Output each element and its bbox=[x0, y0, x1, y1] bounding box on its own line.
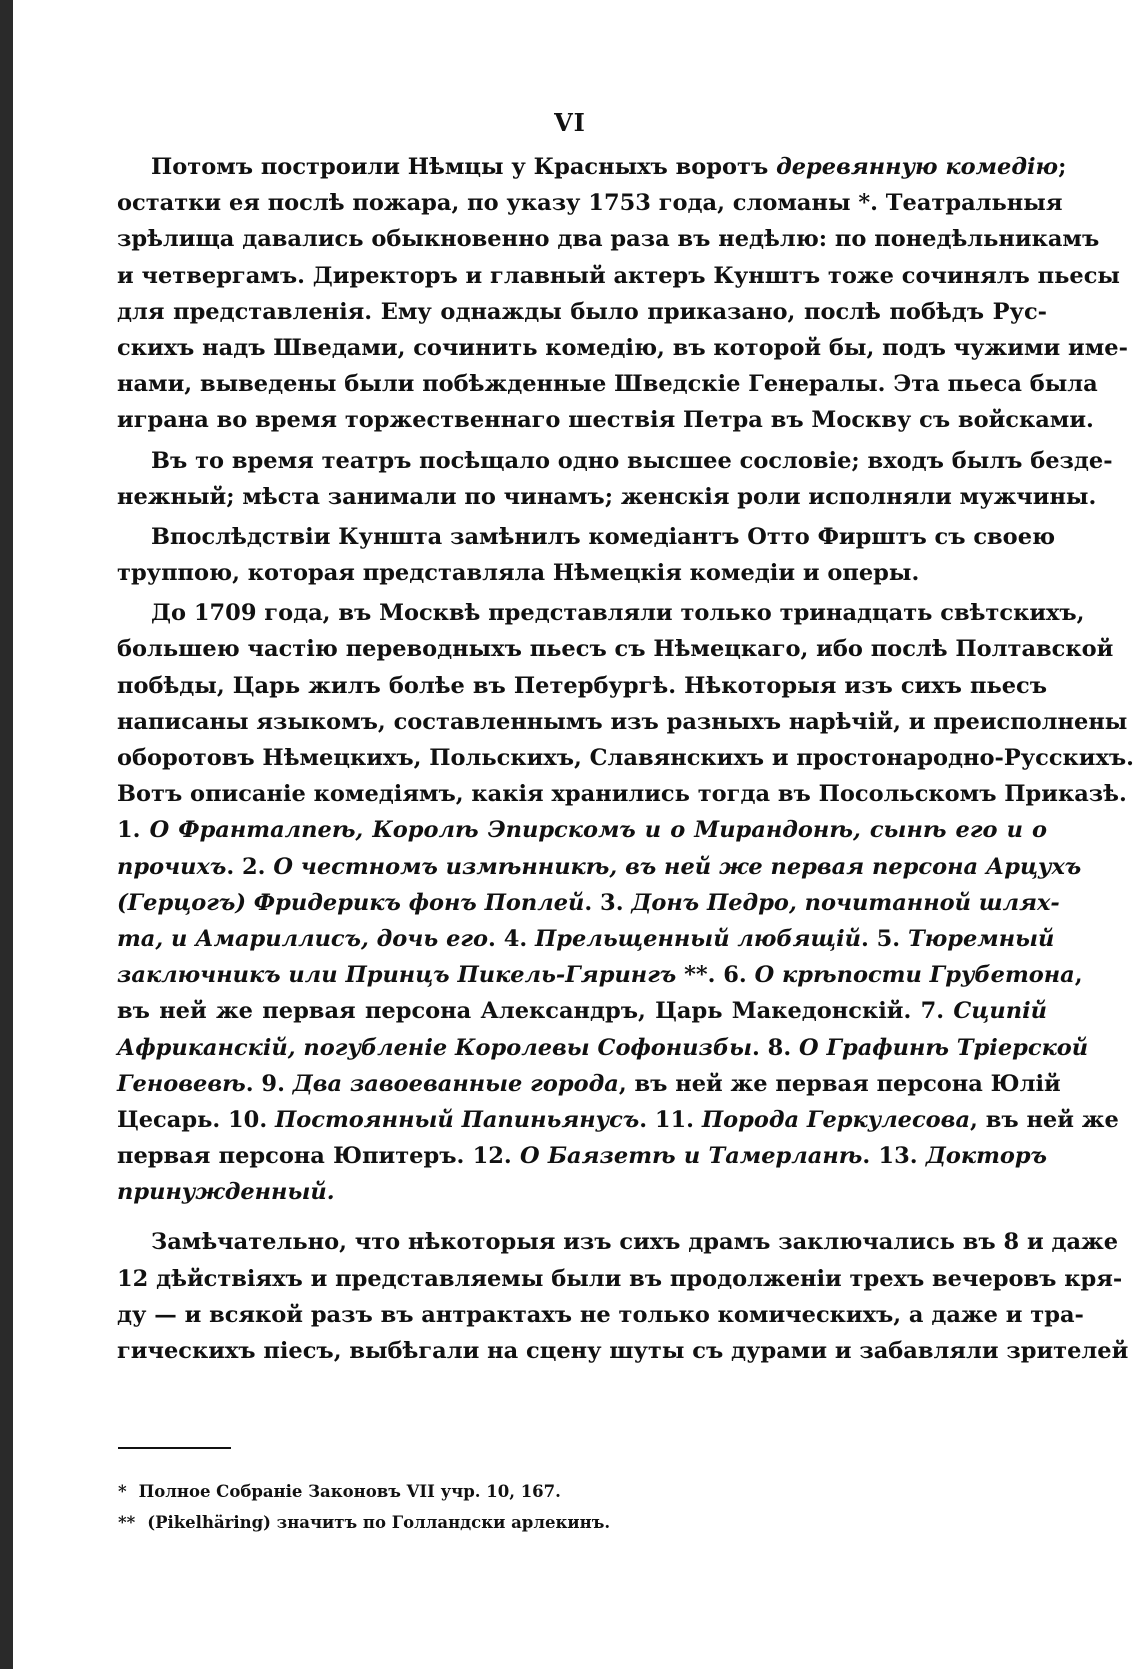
text-line bbox=[117, 1066, 1061, 1102]
footnotes bbox=[118, 1476, 1018, 1538]
body-text bbox=[117, 149, 1135, 1369]
text-span: ; bbox=[1058, 154, 1067, 180]
text-span: Цесарь. 10. bbox=[117, 1106, 275, 1133]
text-span: первая персона Юпитеръ. 12. bbox=[117, 1143, 520, 1170]
text-span: труппою, которая представляла Нѣмецкія комедіи и оперы. bbox=[117, 560, 920, 587]
italic-title-span: Два завоеванные города bbox=[292, 1070, 619, 1097]
text-span: большею частію переводныхъ пьесъ съ Нѣмецкаго, ибо послѣ Полтавской bbox=[117, 636, 1114, 663]
text-line bbox=[117, 1224, 1119, 1260]
italic-title-span: Постоянный Папиньянусъ bbox=[274, 1106, 640, 1133]
text-line bbox=[117, 443, 1113, 479]
text-span: , въ ней же bbox=[970, 1106, 1119, 1133]
text-line bbox=[117, 957, 1083, 993]
text-span: 1. bbox=[117, 817, 150, 844]
text-line bbox=[117, 595, 1085, 631]
text-line bbox=[117, 402, 1094, 438]
text-line bbox=[117, 519, 1056, 555]
text-span: скихъ надъ Шведами, сочинить комедію, въ которой бы, подъ чужими име- bbox=[117, 334, 1128, 361]
footnote bbox=[118, 1476, 1018, 1507]
italic-title-span: О Графинѣ Тріерской bbox=[799, 1034, 1089, 1061]
italic-title-span: О Баязетѣ и Тамерланѣ bbox=[519, 1143, 863, 1170]
page-number: VI bbox=[554, 108, 586, 137]
text-span: для представленія. Ему однажды было приказано, послѣ побѣдъ Рус- bbox=[117, 298, 1047, 325]
italic-title-span: Докторъ bbox=[925, 1143, 1047, 1170]
text-span: гическихъ піесъ, выбѣгали на сцену шуты съ дурами и забавляли зрителей bbox=[117, 1338, 1129, 1364]
footnote bbox=[118, 1507, 1018, 1538]
italic-title-span: Африканскій, погубленіе Королевы Софонизбы bbox=[117, 1034, 753, 1061]
text-span: нами, выведены были побѣжденные Шведскіе Генералы. Эта пьеса была bbox=[117, 371, 1098, 398]
italic-title-span: прочихъ bbox=[117, 853, 227, 880]
italic-title-span: О Франталпеѣ, Королѣ Эпирскомъ и о Мирандонѣ, сынѣ его и о bbox=[149, 817, 1048, 844]
italic-title-span: Геновевѣ bbox=[117, 1070, 246, 1097]
text-line bbox=[117, 185, 1063, 221]
text-span: въ ней же первая персона Александръ, Царь Македонскій. 7. bbox=[117, 998, 954, 1025]
text-line bbox=[117, 812, 1047, 848]
text-span: . 8. bbox=[752, 1034, 800, 1061]
italic-title-span: деревянную комедію bbox=[776, 154, 1059, 180]
scan-page-edge bbox=[0, 0, 13, 1669]
text-span: побѣды, Царь жилъ болѣе въ Петербургѣ. Нѣкоторыя изъ сихъ пьесъ bbox=[117, 672, 1047, 699]
text-span: . 11. bbox=[639, 1106, 702, 1133]
text-span: До 1709 года, въ Москвѣ представляли только тринадцать свѣтскихъ, bbox=[151, 600, 1085, 627]
text-line bbox=[117, 1030, 1089, 1066]
text-span: зрѣлища давались обыкновенно два раза въ недѣлю: по понедѣльникамъ bbox=[117, 226, 1100, 253]
text-line bbox=[117, 149, 1067, 185]
italic-title-span: принужденный. bbox=[117, 1179, 335, 1206]
text-span: . 13. bbox=[862, 1143, 926, 1170]
text-span: остатки ея послѣ пожара, по указу 1753 года, сломаны *. Театральныя bbox=[117, 190, 1063, 217]
text-line bbox=[117, 776, 1127, 812]
text-span: . 3. bbox=[584, 889, 632, 916]
text-span: Замѣчательно, что нѣкоторыя изъ сихъ драмъ заключались въ 8 и даже bbox=[151, 1229, 1119, 1256]
text-line bbox=[117, 366, 1098, 402]
text-line bbox=[117, 1138, 1047, 1174]
italic-title-span: заключникъ или Принцъ Пикель-Гярингъ bbox=[117, 962, 677, 989]
italic-title-span: (Герцогъ) Фридерикъ фонъ Поплей bbox=[117, 889, 585, 916]
text-line bbox=[117, 1333, 1129, 1369]
text-span: Вотъ описаніе комедіямъ, какія хранились тогда въ Посольскомъ Приказѣ. bbox=[117, 781, 1127, 808]
text-line bbox=[117, 330, 1128, 366]
text-span: и четвергамъ. Директоръ и главный актеръ Кунштъ тоже сочинялъ пьесы bbox=[117, 262, 1120, 289]
italic-title-span: Прельщенный любящій bbox=[535, 925, 861, 952]
text-line bbox=[117, 885, 1060, 921]
italic-title-span: Порода Геркулесова bbox=[701, 1106, 971, 1133]
text-span: оборотовъ Нѣмецкихъ, Польскихъ, Славянскихъ и простонародно-Русскихъ. bbox=[117, 745, 1135, 771]
italic-title-span: О честномъ измѣнникѣ, въ ней же первая персона Арцухъ bbox=[273, 853, 1082, 880]
italic-title-span: Донъ Педро, почитанной шлях- bbox=[631, 889, 1060, 916]
text-line bbox=[117, 294, 1047, 330]
text-line bbox=[117, 993, 1047, 1029]
text-span: , въ ней же первая персона Юлій bbox=[618, 1070, 1061, 1097]
text-span: нежный; мѣста занимали по чинамъ; женскія роли исполняли мужчины. bbox=[117, 483, 1097, 510]
text-line bbox=[117, 704, 1128, 740]
text-span: играна во время торжественнаго шествія Петра въ Москву съ войсками. bbox=[117, 407, 1094, 434]
text-span: Впослѣдствіи Кунштa замѣнилъ комедіантъ Отто Фирштъ съ своею bbox=[151, 523, 1056, 550]
text-line bbox=[117, 631, 1114, 667]
text-span: . 5. bbox=[860, 925, 908, 952]
text-line bbox=[117, 668, 1047, 704]
text-line bbox=[117, 258, 1120, 294]
italic-title-span: Тюремный bbox=[907, 925, 1055, 952]
text-span: . 2. bbox=[226, 853, 274, 880]
footnote-text: (Pikelhäring) значитъ по Голландски арлекинъ. bbox=[147, 1513, 611, 1532]
text-line bbox=[117, 849, 1082, 885]
text-span: , bbox=[1074, 962, 1083, 989]
italic-title-span: О крѣпости Грубетона bbox=[754, 962, 1075, 989]
footnote-mark: * bbox=[118, 1482, 127, 1501]
text-line bbox=[117, 1297, 1084, 1333]
text-span: 12 дѣйствіяхъ и представляемы были въ продолженіи трехъ вечеровъ кря- bbox=[117, 1265, 1123, 1292]
italic-title-span: Сципій bbox=[953, 998, 1047, 1025]
text-line bbox=[117, 1261, 1123, 1297]
text-span: . 4. bbox=[488, 925, 536, 952]
text-line bbox=[117, 555, 1047, 591]
footnote-text: Полное Собраніе Законовъ VII учр. 10, 167. bbox=[138, 1482, 561, 1501]
text-span: ду — и всякой разъ въ антрактахъ не только комическихъ, а даже и тра- bbox=[117, 1301, 1084, 1328]
text-line bbox=[117, 740, 1135, 776]
text-span: написаны языкомъ, составленнымъ изъ разныхъ нарѣчій, и преисполнены bbox=[117, 708, 1128, 735]
text-span: . 9. bbox=[245, 1070, 293, 1097]
footnote-divider bbox=[118, 1447, 231, 1449]
text-line bbox=[117, 479, 1097, 515]
text-line bbox=[117, 1174, 1047, 1210]
text-span: Въ то время театръ посѣщало одно высшее сословіе; входъ былъ безде- bbox=[151, 447, 1113, 474]
italic-title-span: та, и Амариллисъ, дочь его bbox=[117, 925, 489, 952]
text-line bbox=[117, 1102, 1119, 1138]
text-line bbox=[117, 921, 1055, 957]
text-span: Потомъ построили Нѣмцы у Красныхъ воротъ bbox=[151, 154, 777, 180]
text-line bbox=[117, 221, 1100, 257]
footnote-mark: ** bbox=[118, 1513, 136, 1532]
text-span: **. 6. bbox=[676, 962, 755, 989]
